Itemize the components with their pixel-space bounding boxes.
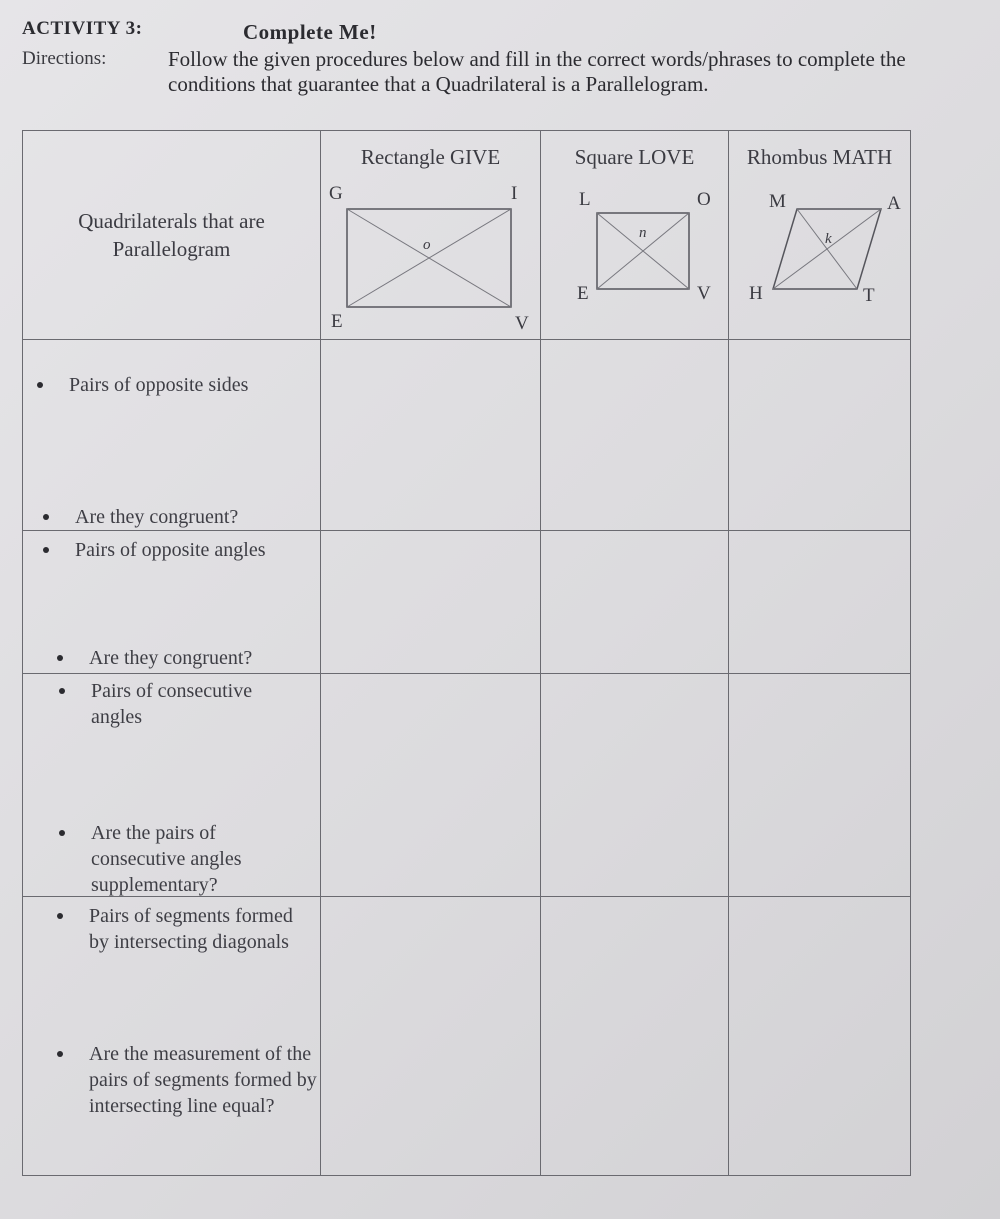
bullet-icon (57, 1051, 63, 1057)
bullet-item: Are the measurement of the pairs of segments formed by intersecting line equal? (57, 1041, 317, 1119)
rectangle-title: Rectangle GIVE (360, 145, 501, 169)
vertex-e-square: E (577, 283, 589, 304)
rhombus-diagram (729, 131, 911, 339)
square-title: Square LOVE (574, 145, 695, 169)
bullet-item: Are the pairs of consecutive angles supplementary? (59, 820, 299, 898)
answer-cell[interactable] (729, 340, 911, 531)
header-label-cell (23, 131, 321, 340)
answer-cell[interactable] (729, 897, 911, 1176)
activity-number: ACTIVITY 3: (22, 18, 143, 39)
square-diagram (541, 131, 729, 339)
vertex-m: M (769, 191, 786, 212)
bullet-icon (37, 382, 43, 388)
bullet-item: Pairs of segments formed by intersecting diagonals (57, 903, 317, 955)
rhombus-cell (729, 131, 911, 340)
rectangle-diagram (321, 131, 541, 339)
vertex-l: L (579, 189, 591, 210)
vertex-g: G (329, 183, 343, 204)
vertex-e: E (331, 311, 343, 332)
answer-cell[interactable] (321, 674, 541, 897)
square-cell (541, 131, 729, 340)
question-cell (23, 897, 321, 1176)
rhombus-title: Rhombus MATH (746, 145, 893, 169)
vertex-v-square: V (697, 283, 711, 304)
table-row (23, 897, 911, 1176)
rectangle-cell (321, 131, 541, 340)
vertex-h: H (749, 283, 763, 304)
answer-cell[interactable] (541, 897, 729, 1176)
center-o: o (423, 237, 431, 253)
bullet-item: Are they congruent? (57, 645, 337, 671)
answer-cell[interactable] (541, 674, 729, 897)
bullet-icon (43, 547, 49, 553)
worksheet-table (22, 130, 911, 1176)
answer-cell[interactable] (541, 531, 729, 674)
directions-text: Follow the given procedures below and fill in the correct words/phrases to complete the conditions that guarantee that a Quadrilateral is a Parallelogram. (168, 47, 906, 96)
center-n: n (639, 225, 647, 241)
bullet-item: Are they congruent? (43, 504, 323, 530)
bullet-item: Pairs of opposite sides (37, 372, 317, 398)
question-cell (23, 340, 321, 531)
activity-title: Complete Me! (243, 20, 377, 44)
vertex-a: A (887, 193, 901, 214)
table-row (23, 674, 911, 897)
table-row (23, 340, 911, 531)
question-cell (23, 531, 321, 674)
bullet-item: Pairs of consecutive angles (59, 678, 299, 730)
answer-cell[interactable] (541, 340, 729, 531)
table-row (23, 531, 911, 674)
vertex-o: O (697, 189, 711, 210)
answer-cell[interactable] (729, 531, 911, 674)
answer-cell[interactable] (321, 340, 541, 531)
table-header-row (23, 131, 911, 340)
bullet-icon (59, 830, 65, 836)
vertex-i: I (511, 183, 518, 204)
directions-label: Directions: (22, 48, 107, 69)
bullet-icon (43, 514, 49, 520)
bullet-item: Pairs of opposite angles (43, 537, 323, 563)
answer-cell[interactable] (321, 531, 541, 674)
bullet-icon (59, 688, 65, 694)
answer-cell[interactable] (321, 897, 541, 1176)
answer-cell[interactable] (729, 674, 911, 897)
quadrilaterals-label: Quadrilaterals that are Parallelogram (78, 209, 265, 261)
question-cell (23, 674, 321, 897)
vertex-v: V (515, 313, 529, 334)
bullet-icon (57, 913, 63, 919)
bullet-icon (57, 655, 63, 661)
vertex-t: T (863, 285, 875, 306)
center-k: k (825, 231, 832, 247)
